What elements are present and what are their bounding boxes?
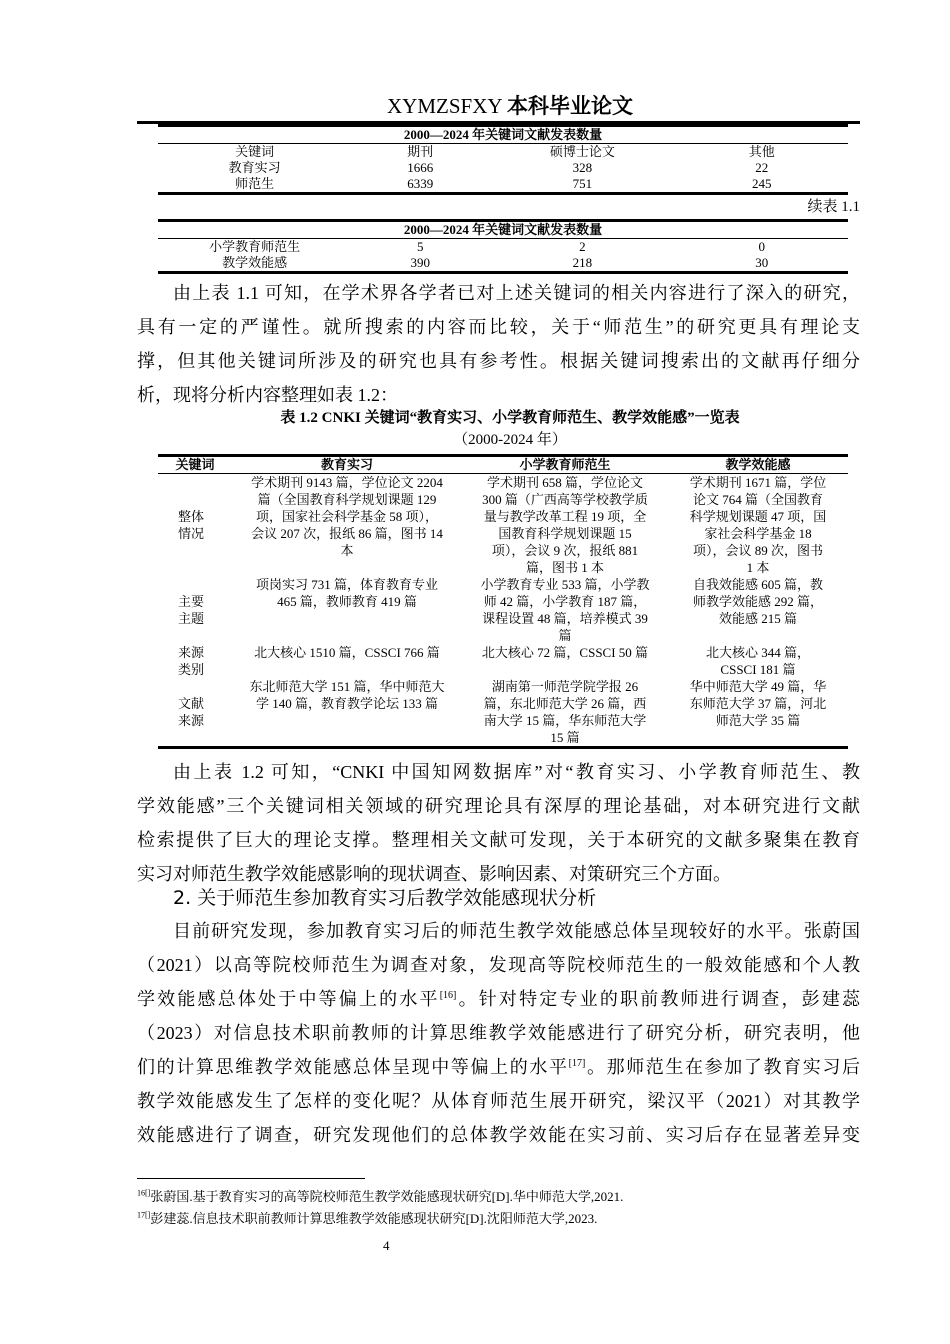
col-header: 关键词 xyxy=(235,144,275,159)
col-header: 小学教育师范生 xyxy=(462,456,668,474)
cell: 5 xyxy=(416,239,424,254)
footnote-ref[interactable]: [16] xyxy=(439,990,457,1001)
col-header: 硕博士论文 xyxy=(549,144,615,159)
footnote xyxy=(137,1211,597,1227)
cell: 项岗实习 731 篇，体育教育专业 465 篇，教师教育 419 篇 xyxy=(255,577,438,609)
cell: 2 xyxy=(579,239,586,254)
cell: 751 xyxy=(489,176,675,194)
text-line: 效能感进行了调查，研究发现他们的总体教学效能在实习前、实习后存在显著差异变 xyxy=(137,1125,860,1145)
cell: 学术期刊 1671 篇，学位 论文 764 篇（全国教育 科学规划课题 47 项，国 家社会科学基金 18 项），会议 89 次，图书 1 本 xyxy=(689,475,827,575)
footnote-text: 张蔚国.基于教育实习的高等院校师范生教学效能感现状研究[D].华中师范大学,2021. xyxy=(150,1189,624,1204)
cell: 教学效能感 xyxy=(158,255,351,273)
table-row xyxy=(158,576,848,644)
cell: 东北师范大学 151 篇，华中师范大 学 140 篇，教育教学论坛 133 篇 xyxy=(249,679,445,711)
text-line: 撑，但其他关键词所涉及的研究也具有参考性。根据关键词搜索出的文献再仔细分 xyxy=(137,351,860,371)
cell: 华中师范大学 49 篇，华 东师范大学 37 篇，河北 师范大学 35 篇 xyxy=(689,679,827,728)
row-label: 主要 主题 xyxy=(178,594,205,626)
row-label: 整体 情况 xyxy=(178,509,205,541)
text-line: 析，现将分析内容整理如表 1.2： xyxy=(137,385,398,405)
cell: 218 xyxy=(489,255,675,273)
footnote-text: 彭建蕊.信息技术职前教师计算思维教学效能感现状研究[D].沈阳师范大学,2023. xyxy=(150,1211,598,1226)
header-title: 本科毕业论文 xyxy=(507,94,633,118)
table-row xyxy=(158,239,848,256)
text-line: （2021）以高等院校师范生为调查对象，发现高等院校师范生的一般效能感和个人教 xyxy=(137,955,860,975)
table-header-row xyxy=(158,144,848,161)
cell: 390 xyxy=(351,255,489,273)
text-line: 由上表 1.1 可知，在学术界各学者已对上述关键词的相关内容进行了深入的研究， xyxy=(173,283,860,303)
paragraph-3 xyxy=(137,914,860,1152)
cell: 北大核心 72 篇，CSSCI 50 篇 xyxy=(481,645,649,660)
cell: 245 xyxy=(675,176,848,194)
cell: 0 xyxy=(758,239,765,254)
cell: 教育实习 xyxy=(228,160,281,175)
table-header-row xyxy=(158,456,848,474)
text-line: 目前研究发现，参加教育实习后的师范生教学效能感总体呈现较好的水平。张蔚国 xyxy=(173,921,860,941)
table-1-1-continued xyxy=(158,219,848,274)
text-line: 学效能感”三个关键词相关领域的研究理论具有深厚的理论基础，对本研究进行文献 xyxy=(137,796,860,816)
row-label: 来源 类别 xyxy=(178,645,205,677)
cell: 北大核心 1510 篇，CSSCI 766 篇 xyxy=(254,645,440,660)
table-1-2 xyxy=(158,454,848,749)
text-line xyxy=(137,1050,860,1084)
col-header: 其他 xyxy=(748,144,775,159)
table-row xyxy=(158,176,848,194)
cell: 师范生 xyxy=(158,176,351,194)
header-code: XYMZSFXY xyxy=(387,94,502,118)
row-label: 文献 来源 xyxy=(178,696,205,728)
cell: 1666 xyxy=(407,160,434,175)
text-line: 由上表 1.2 可知，“CNKI 中国知网数据库”对“教育实习、小学教育师范生、教 xyxy=(173,762,860,782)
table-row xyxy=(158,678,848,748)
footnote-ref[interactable]: [17] xyxy=(568,1058,586,1069)
cell: 328 xyxy=(572,160,593,175)
footnote-separator xyxy=(137,1178,365,1179)
cell: 小学教育专业 533 篇，小学教 师 42 篇，小学教育 187 篇， 课程设置 48 篇，培养模式 39 篇 xyxy=(480,577,650,643)
footnote-mark: 17[] xyxy=(137,1210,151,1220)
cell: 学术期刊 9143 篇，学位论文 2204 篇（全国教育科学规划课题 129 项，国家社会科学基金 58 项）， 会议 207 次，报纸 86 篇，图书 14 本 xyxy=(251,475,443,558)
paragraph-2 xyxy=(137,755,860,891)
text-segment: 。那师范生在参加了教育实习后 xyxy=(585,1057,861,1077)
text-line: 检索提供了巨大的理论支撑。整理相关文献可发现，关于本研究的文献多聚集在教育 xyxy=(137,830,860,850)
cell: 北大核心 344 篇， CSSCI 181 篇 xyxy=(705,645,810,677)
table-row xyxy=(158,474,848,577)
text-line: 教学效能感发生了怎样的变化呢？从体育师范生展开研究，梁汉平（2021）对其教学 xyxy=(137,1091,860,1111)
col-header: 关键词 xyxy=(158,456,232,474)
text-line: 具有一定的严谨性。就所搜索的内容而比较，关于“师范生”的研究更具有理论支 xyxy=(137,317,860,337)
page-number: 4 xyxy=(383,1238,390,1253)
table-row xyxy=(158,255,848,273)
text-segment: 们的计算思维教学效能感总体呈现中等偏上的水平 xyxy=(137,1057,569,1077)
col-header: 教育实习 xyxy=(232,456,462,474)
table-caption: 表 1.2 CNKI 关键词“教育实习、小学教育师范生、教学效能感”一览表 xyxy=(280,410,740,426)
table-1-1 xyxy=(158,124,848,195)
text-segment: 学效能感总体处于中等偏上的水平 xyxy=(137,989,440,1009)
text-line: 实习对师范生教学效能感影响的现状调查、影响因素、对策研究三个方面。 xyxy=(137,864,731,884)
table-caption-years: （2000-2024 年） xyxy=(453,432,567,448)
paragraph-1 xyxy=(137,276,860,412)
col-header: 教学效能感 xyxy=(668,456,848,474)
continued-table-label: 续表 1.1 xyxy=(807,199,860,215)
cell: 30 xyxy=(675,255,848,273)
cell: 小学教育师范生 xyxy=(209,239,301,254)
table-title: 2000—2024 年关键词文献发表数量 xyxy=(158,221,848,239)
table-row xyxy=(158,644,848,678)
section-heading: 2. 关于师范生参加教育实习后教学效能感现状分析 xyxy=(173,887,597,909)
text-line: （2023）对信息技术职前教师的计算思维教学效能感进行了研究分析，研究表明，他 xyxy=(137,1023,860,1043)
cell: 22 xyxy=(755,160,769,175)
cell: 湖南第一师范学院学报 26 篇，东北师范大学 26 篇，西 南大学 15 篇，华东师范大学 15 篇 xyxy=(483,679,647,745)
cell: 6339 xyxy=(351,176,489,194)
col-header: 期刊 xyxy=(407,144,434,159)
text-line xyxy=(137,982,860,1016)
footnote xyxy=(137,1189,623,1205)
footnote-mark: 16[] xyxy=(137,1188,151,1198)
table-title: 2000—2024 年关键词文献发表数量 xyxy=(158,126,848,144)
page-header xyxy=(0,93,950,119)
text-segment: 。针对特定专业的职前教师进行调查，彭建蕊 xyxy=(456,989,861,1009)
cell: 学术期刊 658 篇，学位论文 300 篇（广西高等学校教学质 量与教学改革工程 19 项，全 国教育科学规划课题 15 项），会议 9 次，报纸 881 篇，图书 1 本 xyxy=(482,475,648,575)
table-row xyxy=(158,160,848,176)
cell: 自我效能感 605 篇，教 师教学效能感 292 篇， 效能感 215 篇 xyxy=(692,577,823,626)
